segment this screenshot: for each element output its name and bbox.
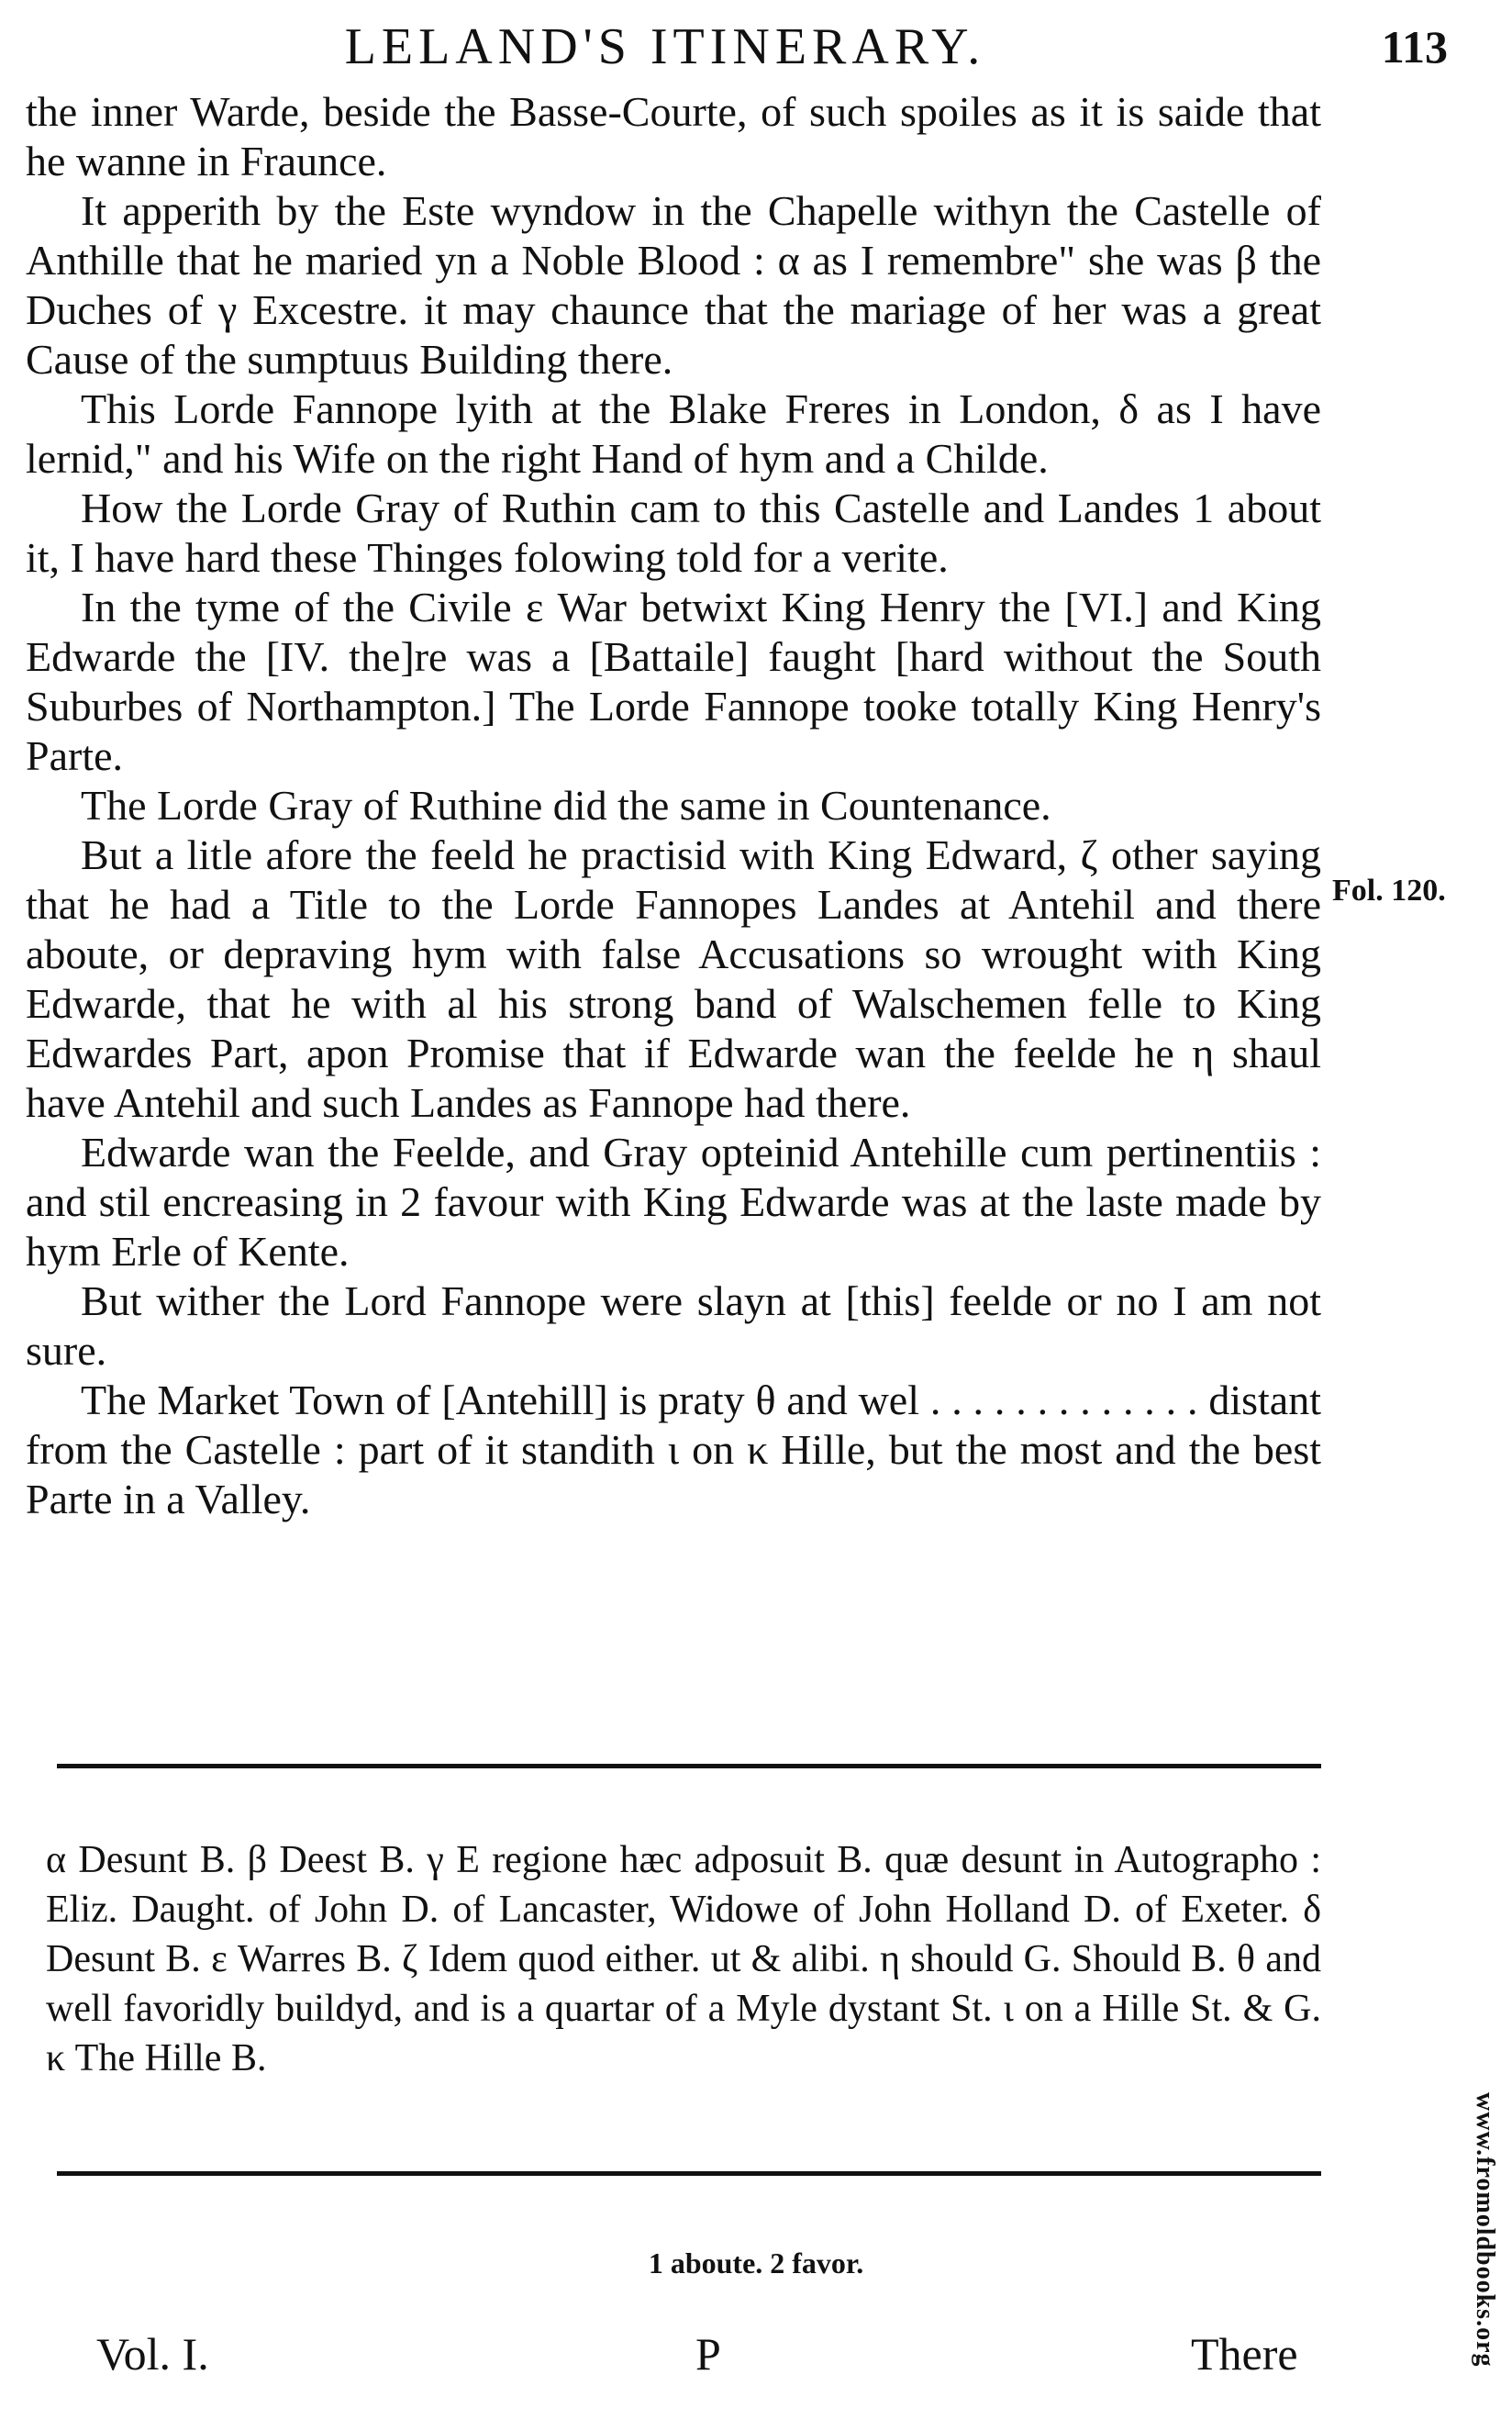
paragraph: The Lorde Gray of Ruthine did the same in Countenance.	[81, 782, 1051, 829]
signature-mark: P	[695, 2328, 721, 2380]
paragraph: Edwarde wan the Feelde, and Gray opteinid Antehille cum pertinentiis : and stil encreasing in 2 favour with King Edwarde was at the laste made by hym Erle of Kente.	[26, 1129, 1321, 1275]
footnote-text: α Desunt B. β Deest B. γ E regione hæc adposuit B. quæ desunt in Autographo : Eliz. Daught. of John D. of Lancaster, Widowe of John Holland D. of Exeter. δ Desunt B. ε Warres B. ζ Idem quod either. ut & alibi. η should G. Should B. θ and well favoridly buildyd, and is a quartar of a Myle dystant St. ι on a Hille St. & G. κ The Hille B.	[46, 1839, 1321, 2079]
paragraph: How the Lorde Gray of Ruthin cam to this Castelle and Landes 1 about it, I have hard these Thinges folowing told for a verite.	[26, 485, 1321, 581]
paragraph: But a litle afore the feeld he practisid with King Edward, ζ other saying that he had a Title to the Lorde Fannopes Landes at Antehil and there aboute, or depraving hym with false Accusations so wrought with King Edwarde, that he with al his strong band of Walschemen felle to King Edwardes Part, apon Promise that if Edwarde wan the feelde he η shaul have Antehil and such Landes as Fannope had there.	[26, 831, 1321, 1126]
paragraph: The Market Town of [Antehill] is praty θ and wel . . . . . . . . . . . . . distant from the Castelle : part of it standith ι on κ Hille, but the most and the best Parte in a Valley.	[26, 1377, 1321, 1522]
running-head	[0, 15, 1512, 79]
paragraph: In the tyme of the Civile ε War betwixt King Henry the [VI.] and King Edwarde the [IV. the]re was a [Battaile] faught [hard without the South Suburbes of Northampton.] The Lorde Fannope tooke totally King Henry's Parte.	[26, 584, 1321, 779]
volume-label: Vol. I.	[96, 2328, 209, 2380]
footnote-rule-top	[57, 1764, 1321, 1768]
margin-note: Fol. 120.	[1332, 874, 1446, 908]
running-title: LELAND'S ITINERARY.	[344, 18, 986, 75]
footnote-rule-bottom	[57, 2171, 1321, 2176]
catchword: There	[1191, 2328, 1298, 2380]
page-footer	[0, 2327, 1512, 2391]
body-text	[26, 87, 1321, 1524]
paragraph: It apperith by the Este wyndow in the Chapelle withyn the Castelle of Anthille that he maried yn a Noble Blood : α as I remembre" she was β the Duches of γ Excestre. it may chaunce that the mariage of her was a great Cause of the sumptuus Building there.	[26, 187, 1321, 383]
paragraph: But wither the Lord Fannope were slayn at [this] feelde or no I am not sure.	[26, 1277, 1321, 1374]
paragraph: This Lorde Fannope lyith at the Blake Freres in London, δ as I have lernid," and his Wife on the right Hand of hym and a Childe.	[26, 385, 1321, 482]
footnotes	[46, 1835, 1321, 2083]
watermark: www.fromoldbooks.org	[1471, 2092, 1499, 2368]
paragraph: the inner Warde, beside the Basse-Courte, of such spoiles as it is saide that he wanne in Fraunce.	[26, 88, 1321, 184]
page-number: 113	[1381, 21, 1448, 72]
variant-readings: 1 aboute. 2 favor.	[648, 2246, 864, 2280]
